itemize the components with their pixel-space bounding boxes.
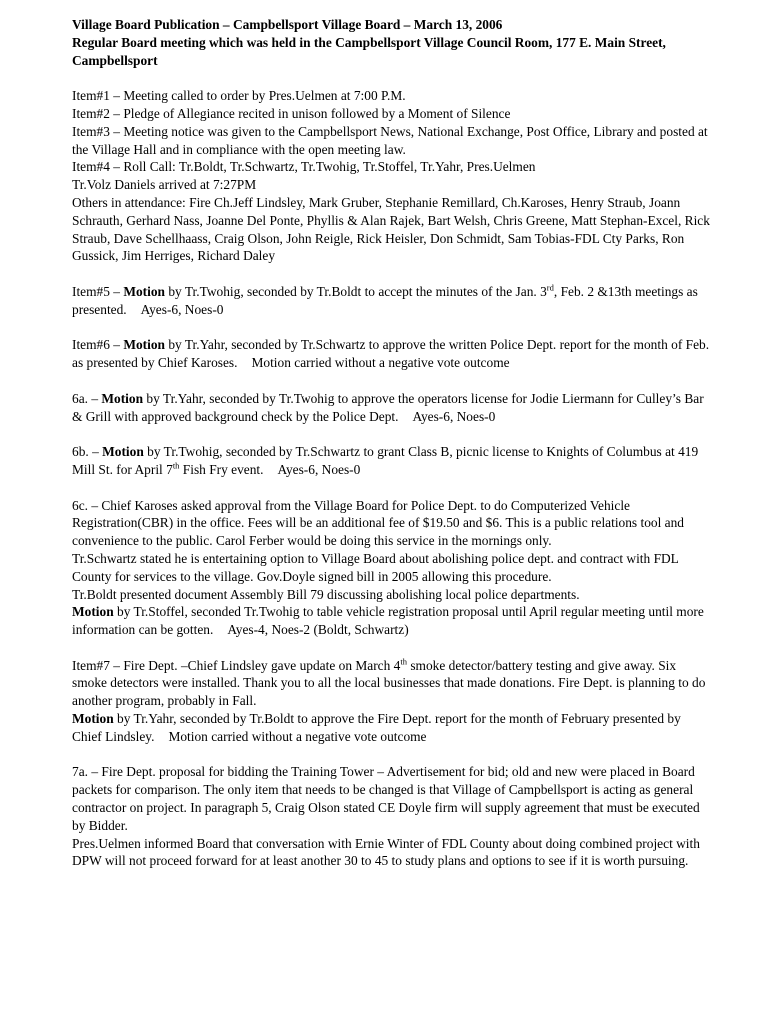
header-subtitle: Regular Board meeting which was held in the Campbellsport Village Council Room, 177 E. Main Street, Campbellsport [72, 34, 666, 68]
motion-result: Motion carried without a negative vote outcome [168, 728, 427, 744]
others-in-attendance: Others in attendance: Fire Ch.Jeff Lindsley, Mark Gruber, Stephanie Remillard, Ch.Karoses, Henry Straub, Joann Schrauth, Gerhard Nass, Joanne Del Ponte, Phyllis & Alan Rajek, Bart Welsh, Chris Greene, Matt Stephan-Excel, Rick Straub, Dave Schellhaass, Craig Olson, John Reigle, Rick Heisler, Don Schmidt, Sam Tobias-FDL Cty Parks, Ron Gussick, Jim Herriges, Richard Daley [72, 194, 710, 264]
item-7a [72, 763, 712, 870]
item-6c-paragraph: Tr.Schwartz stated he is entertaining option to Village Board about abolishing police dept. and contract with FDL County for services to the village. Gov.Doyle signed bill in 2005 allowing this procedure. [72, 550, 679, 584]
vote-result: Ayes-6, Noes-0 [277, 461, 361, 477]
item-6c-paragraph: 6c. – Chief Karoses asked approval from the Village Board for Police Dept. to do Computerized Vehicle Registration(CBR) in the office. Fees will be an additional fee of $19.50 and $6. This is a public relations tool and convenience to the public. Carol Ferber would be doing this service in the mornings only. [72, 497, 685, 549]
item-7a-paragraph: 7a. – Fire Dept. proposal for bidding the Training Tower – Advertisement for bid; old and new were placed in Board packets for comparison. The only item that needs to be changed is that Village of Campbellsport is acting as general contractor on project. In paragraph 5, Craig Olson stated CE Doyle firm will supply agreement that must be executed by Bidder. [72, 764, 700, 833]
motion-label: Motion [102, 444, 144, 460]
document-page [72, 16, 712, 870]
item-1: Item#1 – Meeting called to order by Pres.Uelmen at 7:00 P.M. [72, 88, 406, 104]
item-5: Item#5 – Motion by Tr.Twohig, seconded by Tr.Boldt to accept the minutes of the Jan. 3rd, Feb. 2 &13th meetings as presented. Ayes-6, Noes-0 [72, 282, 698, 317]
vote-result: Ayes-4, Noes-2 (Boldt, Schwartz) [227, 622, 409, 638]
late-arrival: Tr.Volz Daniels arrived at 7:27PM [72, 177, 257, 193]
item-6a: 6a. – Motion by Tr.Yahr, seconded by Tr.Twohig to approve the operators license for Jodie Liermann for Culley’s Bar & Grill with approved background check by the Police Dept. Ayes-6, Noes-0 [72, 390, 704, 424]
motion-result: Motion carried without a negative vote outcome [251, 355, 510, 371]
item-6: Item#6 – Motion by Tr.Yahr, seconded by Tr.Schwartz to approve the written Police Dept. report for the month of Feb. as presented by Chief Karoses. Motion carried without a negative vote outcome [72, 337, 710, 371]
motion-label: Motion [72, 711, 114, 727]
item-6c-motion: Motion by Tr.Stoffel, seconded Tr.Twohig to table vehicle registration proposal until April regular meeting until more information can be gotten. Ayes-4, Noes-2 (Boldt, Schwartz) [72, 604, 704, 638]
item-6c-paragraph: Tr.Boldt presented document Assembly Bill 79 discussing abolishing local police departments. [72, 586, 580, 602]
vote-result: Ayes-6, Noes-0 [412, 408, 496, 424]
item-7: Item#7 – Fire Dept. –Chief Lindsley gave update on March 4th smoke detector/battery testing and give away. Six smoke detectors were installed. Thank you to all the local businesses that made donations. Fire Dept. is planning to do another program, probably in Fall. Motion by Tr.Yahr, seconded by Tr.Boldt to approve the Fire Dept. report for the month of February presented by Chief Lindsley. Motion carried without a negative vote outcome [72, 657, 712, 746]
motion-label: Motion [123, 283, 165, 299]
motion-label: Motion [72, 604, 114, 620]
item-6b: 6b. – Motion by Tr.Twohig, seconded by Tr.Schwartz to grant Class B, picnic license to Knights of Columbus at 419 Mill St. for April 7th Fish Fry event. Ayes-6, Noes-0 [72, 444, 699, 477]
vote-result: Ayes-6, Noes-0 [140, 301, 224, 317]
motion-label: Motion [123, 337, 165, 353]
item-7a-paragraph: Pres.Uelmen informed Board that conversation with Ernie Winter of FDL County about doing combined project with DPW will not proceed forward for at least another 30 to 45 to study plans and options to see if it is worth pursuing. [72, 835, 700, 869]
item-6c [72, 497, 712, 639]
item-2: Item#2 – Pledge of Allegiance recited in unison followed by a Moment of Silence [72, 105, 511, 121]
item-3: Item#3 – Meeting notice was given to the Campbellsport News, National Exchange, Post Office, Library and posted at the Village Hall and in compliance with the open meeting law. [72, 123, 708, 157]
item-4: Item#4 – Roll Call: Tr.Boldt, Tr.Schwartz, Tr.Twohig, Tr.Stoffel, Tr.Yahr, Pres.Uelmen [72, 159, 536, 175]
item-7-motion: Motion by Tr.Yahr, seconded by Tr.Boldt to approve the Fire Dept. report for the month of February presented by Chief Lindsley. Motion carried without a negative vote outcome [72, 711, 681, 744]
motion-label: Motion [101, 390, 144, 406]
header-title: Village Board Publication – Campbellsport Village Board – March 13, 2006 [72, 17, 503, 32]
header [72, 16, 712, 69]
